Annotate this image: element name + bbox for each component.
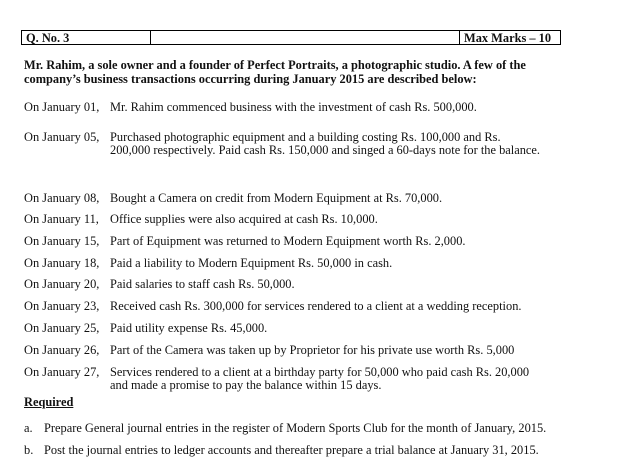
transaction-date: On January 05, [24, 130, 100, 144]
transaction-date: On January 23, [24, 299, 100, 313]
transaction-text: Paid utility expense Rs. 45,000. [110, 321, 268, 335]
requirement-text: Prepare General journal entries in the register of Modern Sports Club for the month of January, 2015. [44, 421, 547, 435]
transaction-date: On January 01, [24, 100, 100, 114]
requirement-letter: a. [24, 421, 33, 435]
header-middle-cell [151, 31, 460, 44]
transaction-text: Purchased photographic equipment and a building costing Rs. 100,000 and Rs. 200,000 respectively. Paid cash Rs. 150,000 and singed a 60-days note for the balance. [110, 130, 541, 157]
transaction-text: Bought a Camera on credit from Modern Equipment at Rs. 70,000. [110, 191, 443, 205]
transaction-date: On January 26, [24, 343, 100, 357]
transaction-text: Services rendered to a client at a birthday party for 50,000 who paid cash Rs. 20,000 and made a promise to pay the balance within 15 days. [110, 365, 530, 392]
transaction-date: On January 18, [24, 256, 100, 270]
transaction-text: Office supplies were also acquired at cash Rs. 10,000. [110, 212, 378, 226]
question-intro: Mr. Rahim, a sole owner and a founder of Perfect Portraits, a photographic studio. A few of the company’s business transactions occurring during January 2015 are described below: [24, 58, 526, 86]
requirement-letter: b. [24, 443, 34, 457]
requirement-text: Post the journal entries to ledger accounts and thereafter prepare a trial balance at January 31, 2015. [44, 443, 539, 457]
transaction-date: On January 11, [24, 212, 99, 226]
transaction-date: On January 15, [24, 234, 100, 248]
transaction-date: On January 08, [24, 191, 100, 205]
transaction-date: On January 27, [24, 365, 100, 379]
required-heading: Required [24, 395, 74, 409]
transaction-text: Mr. Rahim commenced business with the investment of cash Rs. 500,000. [110, 100, 477, 114]
transaction-text: Paid a liability to Modern Equipment Rs. 50,000 in cash. [110, 256, 393, 270]
header-table [21, 30, 561, 45]
transaction-text: Part of the Camera was taken up by Proprietor for his private use worth Rs. 5,000 [110, 343, 515, 357]
transaction-text: Received cash Rs. 300,000 for services rendered to a client at a wedding reception. [110, 299, 522, 313]
transaction-date: On January 20, [24, 277, 100, 291]
transaction-text: Paid salaries to staff cash Rs. 50,000. [110, 277, 295, 291]
transaction-date: On January 25, [24, 321, 100, 335]
question-number: Q. No. 3 [22, 31, 151, 44]
max-marks: Max Marks – 10 [464, 31, 552, 45]
transaction-text: Part of Equipment was returned to Modern Equipment worth Rs. 2,000. [110, 234, 466, 248]
